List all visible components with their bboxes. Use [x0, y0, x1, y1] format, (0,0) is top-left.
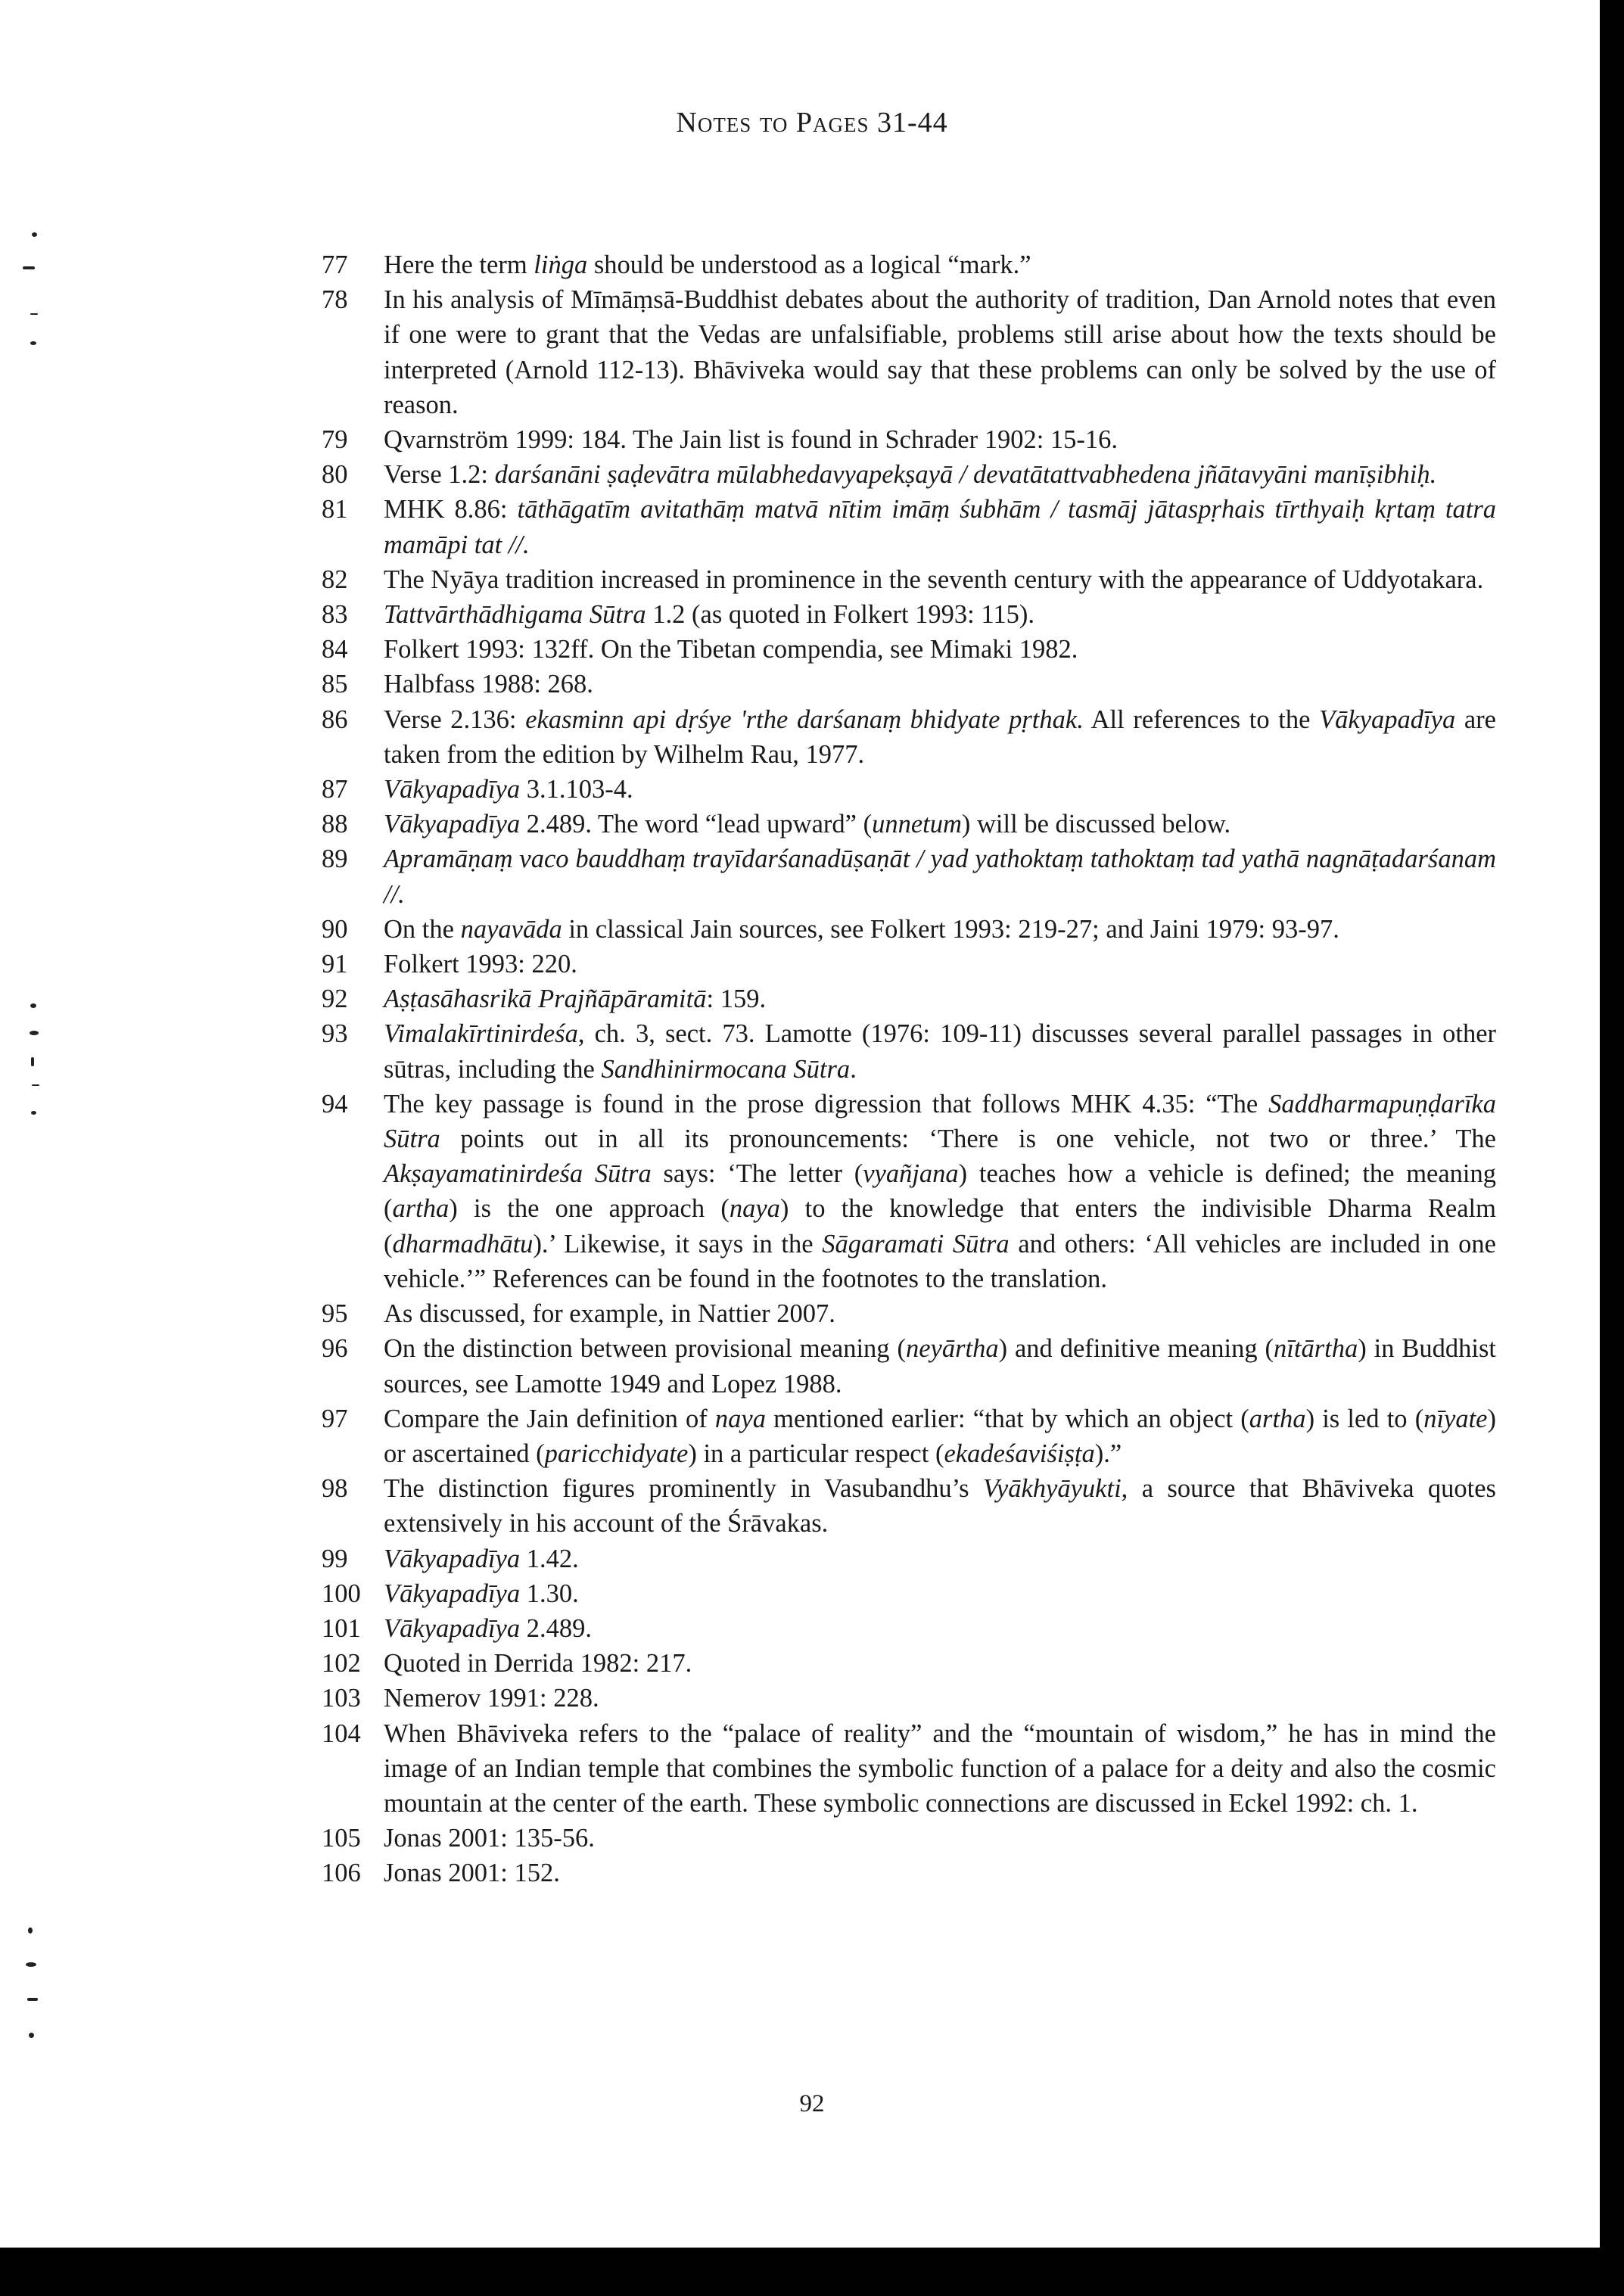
italic-term: Sāgaramati Sūtra [822, 1229, 1010, 1258]
italic-term: Aṣṭasāhasrikā Prajñāpāramitā [384, 985, 707, 1014]
endnote [322, 807, 1496, 842]
endnote [322, 1296, 1496, 1331]
endnote-number: 106 [322, 1859, 361, 1888]
text-run: ) is led to ( [1305, 1404, 1424, 1433]
endnote-number: 102 [322, 1649, 361, 1678]
scan-speck [29, 2033, 34, 2038]
endnote-number: 95 [322, 1299, 348, 1329]
italic-term: Akṣayamatinirdeśa Sūtra [384, 1159, 652, 1189]
endnote [322, 597, 1496, 632]
endnote-number: 100 [322, 1579, 361, 1608]
endnote-text [384, 562, 1496, 597]
text-run: 1.30. [520, 1579, 579, 1608]
endnote-text [384, 1016, 1496, 1086]
italic-term: nīyate [1423, 1404, 1488, 1433]
endnote [322, 1542, 1496, 1576]
endnote-text [384, 1087, 1496, 1296]
endnote-text [384, 982, 1496, 1016]
italic-term: paricchidyate [544, 1439, 689, 1468]
endnotes-list [322, 247, 1496, 1891]
endnote [322, 982, 1496, 1016]
text-run: Folkert 1993: 132ff. On the Tibetan compendia, see Mimaki 1982. [384, 635, 1078, 664]
endnote-text [384, 247, 1496, 282]
text-run: ) and definitive meaning ( [998, 1334, 1274, 1364]
endnote-number: 77 [322, 250, 348, 279]
text-run: : 159. [706, 985, 767, 1014]
endnote-text [384, 842, 1496, 911]
text-run: ) to the knowledge that enters the indivisible Dharma Realm ( [384, 1194, 1496, 1258]
scan-speck [32, 232, 37, 237]
italic-term: liṅga [534, 250, 588, 279]
endnote-number: 93 [322, 1019, 348, 1049]
endnote [322, 702, 1496, 772]
scan-speck [30, 341, 36, 345]
text-run: , ch. 3, sect. 73. Lamotte (1976: 109-11) discusses several parallel passages in other sūtras, including the [384, 1019, 1496, 1084]
endnote-number: 84 [322, 635, 348, 664]
endnote [322, 947, 1496, 982]
scan-speck [28, 1927, 33, 1934]
endnote-number: 105 [322, 1824, 361, 1853]
endnote-text [384, 1331, 1496, 1401]
text-run: Quoted in Derrida 1982: 217. [384, 1649, 692, 1678]
text-run: In his analysis of Mīmāṃsā-Buddhist debates about the authority of tradition, Dan Arnold notes that even if one were to grant that the Vedas are unfalsifiable, problems still arise about how the texts should be interpreted (Arnold 112-13). Bhāviveka would say that these problems can only be solved by the use of reason. [384, 285, 1496, 419]
endnote-text [384, 1296, 1496, 1331]
endnote-text [384, 947, 1496, 982]
italic-term: Vākyapadīya [384, 775, 521, 804]
endnote-number: 103 [322, 1684, 361, 1713]
endnote [322, 1611, 1496, 1646]
italic-term: dharmadhātu [392, 1229, 534, 1258]
text-run: 3.1.103-4. [520, 775, 633, 804]
endnote [322, 1716, 1496, 1822]
text-run: ) teaches how a vehicle is defined; the meaning ( [384, 1159, 1497, 1224]
text-run: mentioned earlier: “that by which an object ( [765, 1404, 1249, 1433]
italic-term: Vākyapadīya [384, 1544, 521, 1573]
italic-term: Vākyapadīya [384, 1613, 521, 1643]
italic-term: Vyākhyāyukti [983, 1474, 1122, 1504]
italic-term: neyārtha [905, 1334, 999, 1364]
endnote-text [384, 1542, 1496, 1576]
scan-edge-right [1600, 0, 1624, 2296]
endnote-number: 104 [322, 1719, 361, 1748]
italic-term: Vimalakīrtinirdeśa [384, 1019, 578, 1049]
italic-term: unnetum [872, 810, 962, 839]
text-run: ).’ Likewise, it says in the [533, 1229, 823, 1258]
scan-speck [26, 1962, 36, 1967]
text-run: Folkert 1993: 220. [384, 950, 577, 979]
endnote-text [384, 667, 1496, 702]
italic-term: Vākyapadīya [384, 810, 521, 839]
italic-term: artha [392, 1194, 450, 1224]
text-run: 1.42. [520, 1544, 579, 1573]
endnote-text [384, 1611, 1496, 1646]
endnote-text [384, 912, 1496, 947]
endnote-number: 91 [322, 950, 348, 979]
endnote [322, 772, 1496, 807]
endnote-text [384, 1471, 1496, 1541]
italic-term: Saddharmapuṇḍarīka Sūtra [384, 1089, 1496, 1154]
italic-term: tāthāgatīm avitathāṃ matvā nītim imāṃ śubhām / tasmāj jātaspṛhais tīrthyaiḥ kṛtaṃ tatra mamāpi tat //. [384, 495, 1496, 559]
endnote-number: 89 [322, 845, 348, 874]
text-run: ) or ascertained ( [384, 1404, 1496, 1468]
endnote [322, 492, 1496, 562]
endnote-number: 92 [322, 985, 348, 1014]
endnote [322, 1576, 1496, 1611]
endnote-number: 101 [322, 1613, 361, 1643]
text-run: ) is the one approach ( [449, 1194, 730, 1224]
italic-term: naya [714, 1404, 766, 1433]
endnote [322, 562, 1496, 597]
italic-term: nītārtha [1274, 1334, 1358, 1364]
italic-term: Vākyapadīya [384, 1579, 521, 1608]
endnote-text [384, 632, 1496, 667]
text-run: Jonas 2001: 135-56. [384, 1824, 595, 1853]
text-run: ).” [1094, 1439, 1122, 1468]
italic-term: Vākyapadīya [1319, 705, 1456, 734]
endnote [322, 1471, 1496, 1541]
scan-speck [23, 266, 35, 269]
text-run: The Nyāya tradition increased in prominence in the seventh century with the appearance of Uddyotakara. [384, 565, 1484, 594]
italic-term: artha [1249, 1404, 1306, 1433]
endnote-text [384, 1646, 1496, 1681]
endnote-text [384, 1681, 1496, 1716]
endnote-text [384, 1576, 1496, 1611]
endnote-number: 88 [322, 810, 348, 839]
endnote [322, 1856, 1496, 1890]
endnote-text [384, 597, 1496, 632]
italic-term: nayavāda [460, 914, 562, 944]
endnote-number: 98 [322, 1474, 348, 1504]
text-run: When Bhāviveka refers to the “palace of reality” and the “mountain of wisdom,” he has in mind the image of an Indian temple that combines the symbolic function of a palace for a deity and also the cosmic mountain at the center of the earth. These symbolic connections are discussed in Eckel 1992: ch. 1. [384, 1719, 1496, 1818]
scan-speck [27, 1998, 38, 2001]
page-number: 92 [799, 2090, 825, 2117]
scan-edge-bottom [0, 2248, 1624, 2296]
endnote-text [384, 457, 1496, 492]
italic-term: ekasminn api dṛśye 'rthe darśanaṃ bhidyate pṛthak. [525, 705, 1084, 734]
endnote-text [384, 1821, 1496, 1856]
endnote [322, 457, 1496, 492]
endnote-text [384, 492, 1496, 562]
text-run: Here the term [384, 250, 534, 279]
text-run: Compare the Jain definition of [384, 1404, 715, 1433]
endnote-number: 82 [322, 565, 348, 594]
scan-speck [31, 1111, 36, 1115]
text-run: Halbfass 1988: 268. [384, 670, 593, 699]
endnote [322, 842, 1496, 911]
italic-term: Tattvārthādhigama Sūtra [384, 600, 646, 630]
text-run: points out in all its pronouncements: ‘There is one vehicle, not two or three.’ The [440, 1125, 1496, 1154]
endnote-text [384, 422, 1496, 457]
endnote [322, 1331, 1496, 1401]
text-run: ) in Buddhist sources, see Lamotte 1949 and Lopez 1988. [384, 1334, 1496, 1398]
text-run: and others: ‘All vehicles are included in one vehicle.’” References can be found in the footnotes to the translation. [384, 1229, 1496, 1293]
text-run: says: ‘The letter ( [651, 1159, 863, 1189]
running-head: Notes to Pages 31-44 [676, 107, 948, 138]
endnote-number: 85 [322, 670, 348, 699]
text-run: Qvarnström 1999: 184. The Jain list is found in Schrader 1902: 15-16. [384, 425, 1118, 455]
text-run: should be understood as a logical “mark.” [587, 250, 1031, 279]
text-run: 2.489. The word “lead upward” ( [520, 810, 873, 839]
text-run: 1.2 (as quoted in Folkert 1993: 115). [646, 600, 1034, 630]
endnote-number: 90 [322, 914, 348, 944]
scan-speck [32, 1084, 39, 1086]
text-run: are taken from the edition by Wilhelm Rau, 1977. [384, 705, 1496, 769]
endnote [322, 912, 1496, 947]
italic-term: naya [729, 1194, 780, 1224]
italic-term: ekadeśaviśiṣṭa [944, 1439, 1095, 1468]
endnote-number: 79 [322, 425, 348, 455]
text-run: Jonas 2001: 152. [384, 1859, 560, 1888]
text-run: ) in a particular respect ( [688, 1439, 944, 1468]
endnote-text [384, 702, 1496, 772]
endnote-text [384, 1856, 1496, 1890]
endnote-number: 94 [322, 1089, 348, 1118]
endnote [322, 422, 1496, 457]
endnote-text [384, 1716, 1496, 1822]
italic-term: Sandhinirmocana Sūtra [601, 1054, 851, 1084]
text-run: in classical Jain sources, see Folkert 1993: 219-27; and Jaini 1979: 93-97. [562, 914, 1339, 944]
scan-speck [30, 1003, 36, 1008]
text-run: Nemerov 1991: 228. [384, 1684, 599, 1713]
text-run: Verse 1.2: [384, 460, 495, 490]
text-run: Verse 2.136: [384, 705, 526, 734]
text-run: MHK 8.86: [384, 495, 518, 524]
endnote-number: 86 [322, 705, 348, 734]
text-run: . [850, 1054, 857, 1084]
italic-term: Apramāṇaṃ vaco bauddhaṃ trayīdarśanadūṣaṇāt / yad yathoktaṃ tathoktaṃ tad yathā nagnāṭadarśanam //. [384, 845, 1496, 909]
endnote [322, 247, 1496, 282]
endnote [322, 632, 1496, 667]
scan-speck [31, 1057, 34, 1066]
scan-speck [30, 1031, 39, 1035]
endnote-number: 87 [322, 775, 348, 804]
endnote-number: 97 [322, 1404, 348, 1433]
endnote-text [384, 1402, 1496, 1471]
endnote [322, 667, 1496, 702]
endnote [322, 1087, 1496, 1296]
endnote [322, 1646, 1496, 1681]
endnote-text [384, 282, 1496, 422]
endnote [322, 1016, 1496, 1086]
endnote [322, 1402, 1496, 1471]
text-run: On the [384, 914, 461, 944]
endnote [322, 1681, 1496, 1716]
endnote-number: 78 [322, 285, 348, 315]
italic-term: vyañjana [863, 1159, 959, 1189]
endnote [322, 1821, 1496, 1856]
endnote-number: 99 [322, 1544, 348, 1573]
text-run: , a source that Bhāviveka quotes extensively in his account of the Śrāvakas. [384, 1474, 1496, 1538]
text-run: 2.489. [520, 1613, 592, 1643]
endnote-number: 81 [322, 495, 348, 524]
text-run: As discussed, for example, in Nattier 2007. [384, 1299, 835, 1329]
italic-term: darśanāni ṣaḍevātra mūlabhedavyapekṣayā / devatātattvabhedena jñātavyāni manīṣibhiḥ. [494, 460, 1437, 490]
endnote [322, 282, 1496, 422]
endnote-text [384, 807, 1496, 842]
text-run: ) will be discussed below. [961, 810, 1231, 839]
endnote-number: 83 [322, 600, 348, 630]
text-run: The distinction figures prominently in Vasubandhu’s [384, 1474, 984, 1504]
endnote-number: 96 [322, 1334, 348, 1364]
text-run: On the distinction between provisional meaning ( [384, 1334, 906, 1364]
endnote-number: 80 [322, 460, 348, 490]
text-run: The key passage is found in the prose digression that follows MHK 4.35: “The [384, 1089, 1269, 1118]
endnote-text [384, 772, 1496, 807]
scan-speck [30, 313, 38, 315]
text-run: All references to the [1083, 705, 1320, 734]
